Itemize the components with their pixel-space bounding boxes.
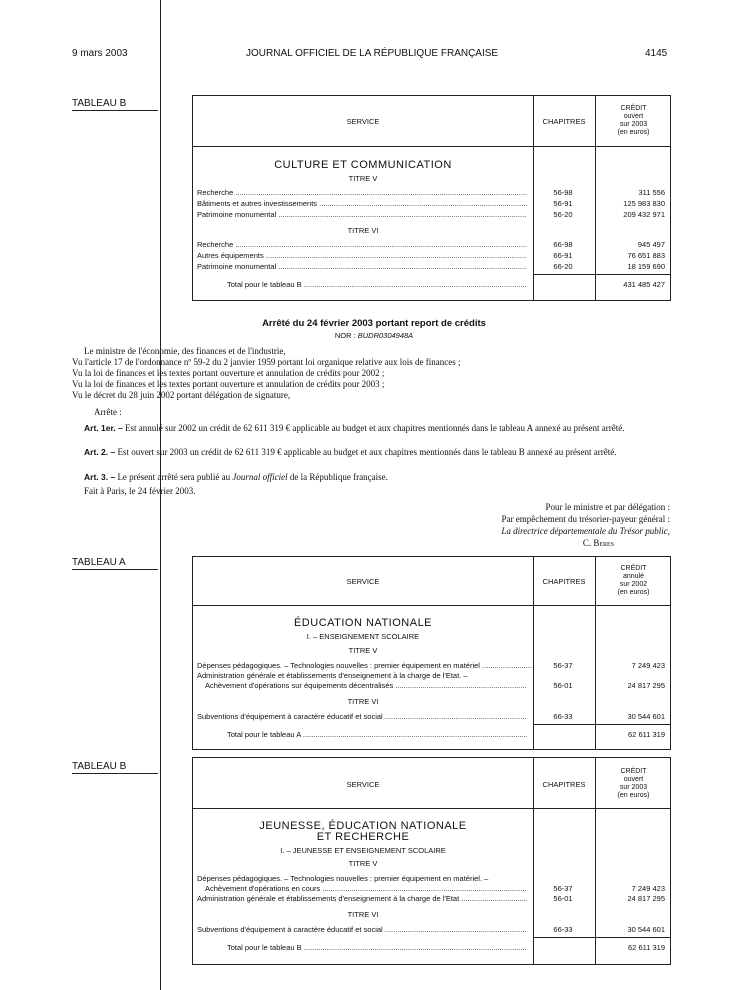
table-row: Patrimoine monumental ..... 66-20 18 159 690 [197,262,670,272]
section-title: ÉDUCATION NATIONALE [293,617,433,629]
col-service-header: SERVICE [346,780,380,789]
col-chapitres-header: CHAPITRES [542,577,586,586]
table-row: Autres équipements ..... 66-91 76 651 883 [197,251,670,261]
table-row: Administration générale et établissements d'enseignement à la charge de l'Etat. – [197,671,468,680]
col-credit-header: CRÉDIT ouvert sur 2003 (en euros) [617,105,650,136]
table-row: Dépenses pédagogiques. – Technologies nouvelles : premier équipement en matériel ..... 56-37 7 249 423 [197,661,670,671]
signature-line: La directrice départementale du Trésor public, [501,526,670,536]
col-service-header: SERVICE [346,577,380,586]
nor-reference: NOR : BUDR0304948A [334,331,414,340]
titre-v-heading: TITRE V [348,646,378,655]
article-1: Art. 1er. – Est annulé sur 2002 un crédit de 62 611 319 € applicable au budget et aux chapitres mentionnés dans le tableau A annexé au présent arrêté. [84,423,625,433]
header-journal-title: JOURNAL OFFICIEL DE LA RÉPUBLIQUE FRANÇAISE [246,48,499,59]
col-credit-header: CRÉDIT ouvert sur 2003 (en euros) [617,768,650,799]
col-chapitres-header: CHAPITRES [542,117,586,126]
titre-v-heading: TITRE V [348,859,378,868]
table-row: Subventions d'équipement à caractère éducatif et social ..... 66-33 30 544 601 [197,925,670,935]
table-b1 [192,95,671,301]
section-title: CULTURE ET COMMUNICATION [274,159,452,171]
arrete-title: Arrêté du 24 février 2003 portant report de crédits [262,318,486,329]
table-row: Achèvement d'opérations en cours ..... 56-37 7 249 423 [205,884,678,894]
header-page-number: 4145 [645,48,668,59]
visa-line: Vu la loi de finances et les textes portant ouverture et annulation de crédits pour 2003 ; [72,379,385,389]
signature-line: Par empêchement du trésorier-payeur général : [501,514,670,524]
titre-vi-heading: TITRE VI [347,226,379,235]
signature-line: Pour le ministre et par délégation : [545,502,670,512]
visa-line: Vu la loi de finances et les textes portant ouverture et annulation de crédits pour 2002 ; [72,368,385,378]
table-row: Bâtiments et autres investissements ..... 56-91 125 983 830 [197,199,670,209]
table-b1-label: TABLEAU B [72,98,158,111]
table-b2 [192,757,671,965]
col-credit-header: CRÉDIT annulé sur 2002 (en euros) [617,565,650,596]
table-total-row: Total pour le tableau A ..... 62 611 319 [227,730,670,740]
visa-line: Vu l'article 17 de l'ordonnance nº 59-2 du 2 janvier 1959 portant loi organique relative aux lois de finances ; [72,357,461,367]
article-3: Art. 3. – Le présent arrêté sera publié au Journal officiel de la République française. [84,472,388,482]
col-chapitres-header: CHAPITRES [542,780,586,789]
subsection-title: I. – ENSEIGNEMENT SCOLAIRE [306,632,420,641]
table-b2-label: TABLEAU B [72,761,158,774]
col-service-header: SERVICE [346,117,380,126]
table-a-label: TABLEAU A [72,557,158,570]
titre-vi-heading: TITRE VI [347,910,379,919]
article-2: Art. 2. – Est ouvert sur 2003 un crédit de 62 611 319 € applicable au budget et aux chapitres mentionnés dans le tableau B annexé au présent arrêté. [84,447,617,457]
table-a [192,556,671,750]
header-date: 9 mars 2003 [72,48,128,59]
fait-a-paris: Fait à Paris, le 24 février 2003. [84,486,196,496]
arrete-word: Arrête : [94,407,122,417]
table-row: Administration générale et établissements d'enseignement à la charge de l'Etat ..... 56-01 24 817 295 [197,894,670,904]
subsection-title: I. – JEUNESSE ET ENSEIGNEMENT SCOLAIRE [280,846,446,855]
section-title: JEUNESSE, ÉDUCATION NATIONALE [259,820,467,832]
visa-line: Vu le décret du 28 juin 2002 portant délégation de signature, [72,390,291,400]
table-total-row: Total pour le tableau B ..... 431 485 427 [227,280,670,290]
table-row: Achèvement d'opérations sur équipements décentralisés ..... 56-01 24 817 295 [205,681,678,691]
table-row: Patrimoine monumental ..... 56-20 209 432 971 [197,210,670,220]
titre-v-heading: TITRE V [348,174,378,183]
table-row: Recherche ..... 56-98 311 556 [197,188,670,198]
section-title-line2: ET RECHERCHE [316,831,410,843]
table-row: Dépenses pédagogiques. – Technologies nouvelles : premier équipement en matériel. – [197,874,489,883]
titre-vi-heading: TITRE VI [347,697,379,706]
table-row: Recherche ..... 66-98 945 497 [197,240,670,250]
signatory-name: C. Beres [582,538,614,548]
table-row: Subventions d'équipement à caractère éducatif et social ..... 66-33 30 544 601 [197,712,670,722]
table-total-row: Total pour le tableau B ..... 62 611 319 [227,943,670,953]
visa-line: Le ministre de l'économie, des finances et de l'industrie, [84,346,286,356]
